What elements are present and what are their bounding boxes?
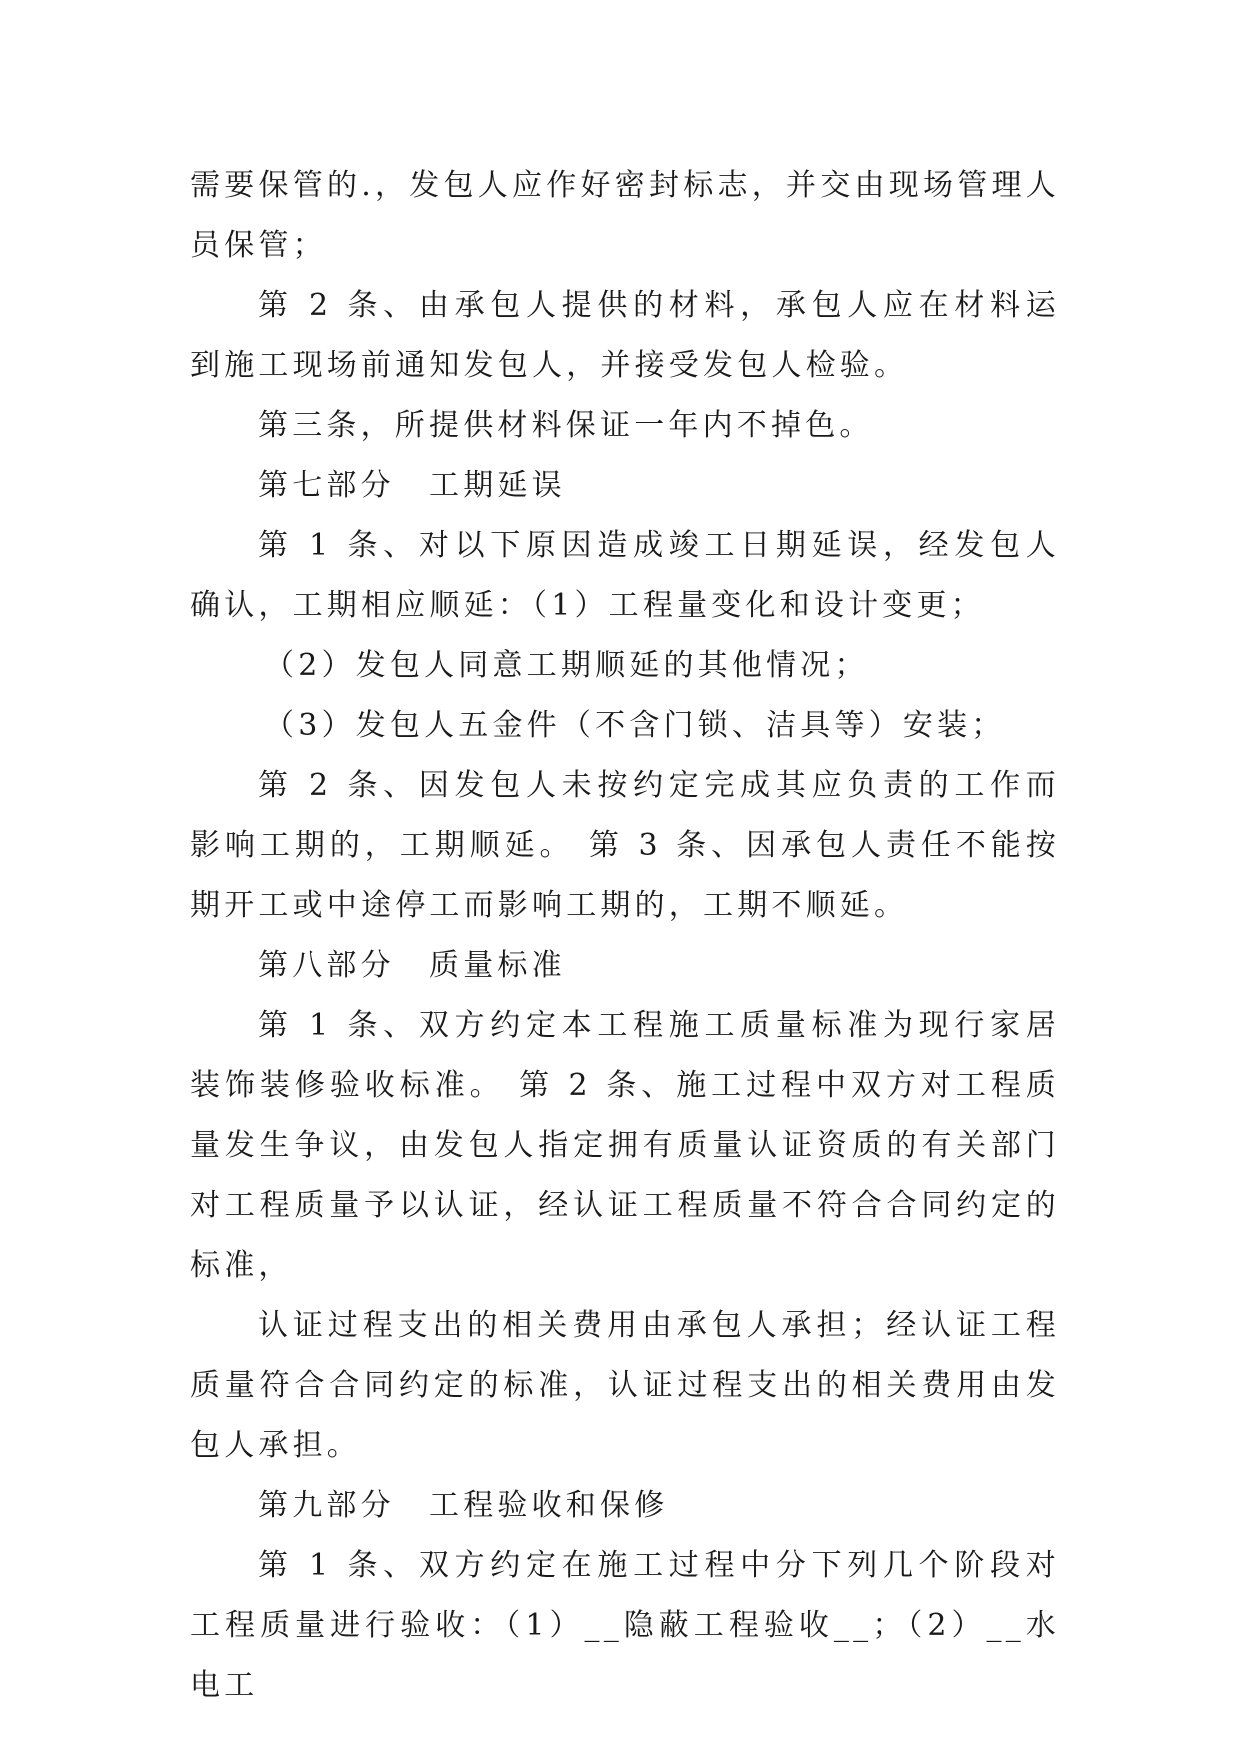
section-heading-part-7: 第七部分 工期延误 — [258, 468, 566, 503]
paragraph-storage-note: 需要保管的.，发包人应作好密封标志，并交由现场管理人员保管； — [190, 168, 1060, 263]
section-heading-part-8: 第八部分 质量标准 — [258, 948, 566, 983]
document-body — [190, 156, 1060, 1716]
section-heading-part-9: 第九部分 工程验收和保修 — [258, 1488, 669, 1523]
paragraph-delay-article-1: 第 1 条、对以下原因造成竣工日期延误，经发包人确认，工期相应顺延：（1）工程量变化和设计变更； — [190, 528, 1060, 623]
paragraph-quality-standards: 第 1 条、双方约定本工程施工质量标准为现行家居装饰装修验收标准。 第 2 条、施工过程中双方对工程质量发生争议，由发包人指定拥有质量认证资质的有关部门对工程质量予以认证，经认证工程质量不符合合同约定的标准， — [190, 1008, 1060, 1283]
list-item-delay-2: （2）发包人同意工期顺延的其他情况； — [264, 648, 869, 683]
paragraph-acceptance-stages: 第 1 条、双方约定在施工过程中分下列几个阶段对工程质量进行验收：（1）__隐蔽工程验收__；（2）__水电工 — [190, 1548, 1060, 1703]
paragraph-delay-article-2-3: 第 2 条、因发包人未按约定完成其应负责的工作而影响工期的，工期顺延。 第 3 条、因承包人责任不能按期开工或中途停工而影响工期的，工期不顺延。 — [190, 768, 1060, 923]
list-item-delay-3: （3）发包人五金件（不含门锁、洁具等）安装； — [264, 708, 1006, 743]
paragraph-article-3-color: 第三条，所提供材料保证一年内不掉色。 — [258, 408, 874, 443]
paragraph-article-2-materials: 第 2 条、由承包人提供的材料，承包人应在材料运到施工现场前通知发包人，并接受发包人检验。 — [190, 288, 1060, 383]
paragraph-certification-costs: 认证过程支出的相关费用由承包人承担；经认证工程质量符合合同约定的标准，认证过程支出的相关费用由发包人承担。 — [190, 1308, 1060, 1463]
